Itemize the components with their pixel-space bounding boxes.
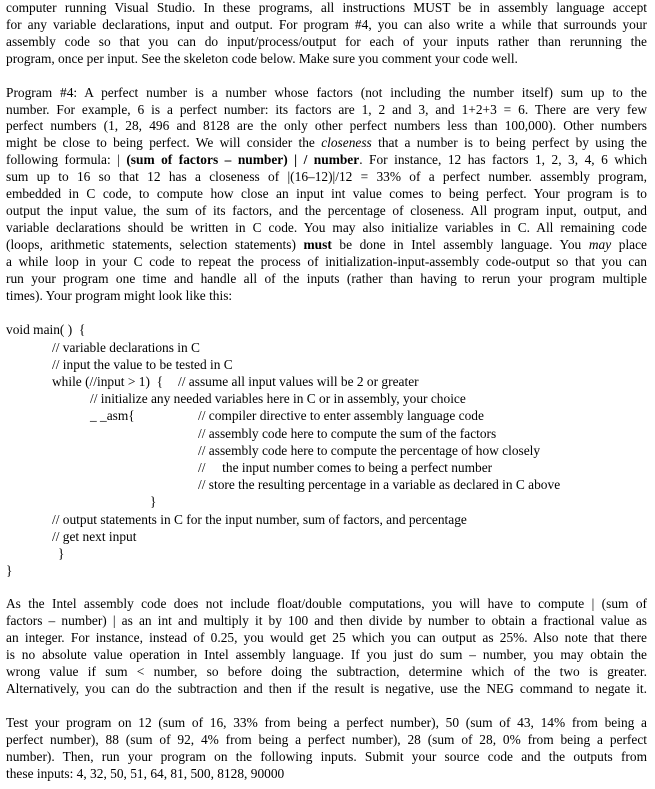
code-line: // store the resulting percentage in a variable as declared in C above [198, 477, 561, 493]
text-line: factors – number) | as an int and multiply it by 100 and then divide by number to obtain a fractional value as [6, 613, 647, 629]
text-line: run your program one time and handle all of the inputs (rather than having to rerun your program multiple [6, 270, 647, 286]
code-line: } [6, 563, 13, 579]
code-skeleton [6, 321, 647, 579]
code-line: // assembly code here to compute the sum of the factors [198, 425, 497, 441]
code-line: } [150, 494, 157, 510]
text-line: Program #4: A perfect number is a number whose factors (not including the number itself) sum up to the [6, 84, 647, 100]
text-line: for any variable declarations, input and output. For program #4, you can also write a while that surrounds your [6, 16, 647, 32]
text-line: following formula: | (sum of factors – number) | / number. For instance, 12 has factors 1, 2, 3, 4, 6 which [6, 152, 648, 168]
text-line: a while loop in your C code to repeat the process of initialization-input-assembly code-output so that you can [6, 253, 647, 269]
code-line: // initialize any needed variables here in C or in assembly, your choice [90, 391, 466, 407]
code-line: while (//input > 1) { // assume all input values will be 2 or greater [52, 374, 419, 390]
intro-paragraph [6, 0, 647, 68]
text-line: As the Intel assembly code does not include float/double computations, you will have to compute | (sum of [6, 596, 647, 612]
text-line: wrong value if sum < number, so before doing the subtraction, determine which of the two is greater. [6, 664, 647, 680]
emphasis-closeness: closeness [321, 135, 372, 151]
text-line: output the input value, the sum of its factors, and the percentage of closeness. All program input, output, and [6, 202, 647, 218]
text-line: times). Your program might look like this: [6, 287, 233, 303]
text-line: perfect number), 88 (sum of 92, 4% from being a perfect number), 28 (sum of 28, 0% from being a perfect [6, 731, 647, 747]
text-line: variable declarations should be written in C code. You may also initialize variables in C. All remaining code [6, 219, 647, 235]
text-line: these inputs: 4, 32, 50, 51, 64, 81, 500, 8128, 90000 [6, 765, 285, 781]
code-line: void main( ) { [6, 322, 86, 338]
text-line: an integer. For instance, instead of 0.25, you would get 25 which you can output as 25%. Also note that there [6, 630, 647, 646]
text-line: program, once per input. See the skeleton code below. Make sure you comment your code well. [6, 50, 518, 66]
formula: (sum of factors – number) | / number [126, 152, 360, 168]
assembly-note-paragraph [6, 596, 647, 697]
code-line: } [58, 546, 65, 562]
emphasis-must: must [303, 236, 332, 252]
code-line: // input the value to be tested in C [52, 356, 233, 372]
code-line: // output statements in C for the input number, sum of factors, and percentage [52, 511, 467, 527]
text-line: Test your program on 12 (sum of 16, 33% from being a perfect number), 50 (sum of 43, 14% from being a [6, 714, 647, 730]
text-line: number. For example, 6 is a perfect number: its factors are 1, 2 and 3, and 1+2+3 = 6. There are very few [6, 101, 647, 117]
test-note-paragraph [6, 715, 647, 783]
text-line: sum up to 16 so that 12 has a closeness of |(16–12)|/12 = 33% of a perfect number. assembly program, [6, 169, 647, 185]
text-line: (loops, arithmetic statements, selection statements) must be done in Intel assembly language. You may place [6, 236, 647, 252]
text-line: Alternatively, you can do the subtraction and then if the result is negative, use the NEG command to negate it. [6, 680, 647, 696]
program4-paragraph [6, 85, 647, 305]
code-line: // variable declarations in C [52, 339, 200, 355]
text-line: computer running Visual Studio. In these programs, all instructions MUST be in assembly language accept [6, 0, 647, 15]
code-line: // assembly code here to compute the percentage of how closely [198, 442, 541, 458]
text-line: embedded in C code, to compute how close an input int value comes to being perfect. Your program is to [6, 186, 647, 202]
code-line: // the input number comes to being a perfect number [198, 460, 493, 476]
text-line: perfect numbers (1, 28, 496 and 8128 are the only other perfect numbers less than 100,000). Other numbers [6, 118, 647, 134]
code-line: // get next input [52, 528, 137, 544]
emphasis-may: may [588, 236, 612, 252]
code-line: _ _asm{ // compiler directive to enter assembly language code [90, 408, 484, 424]
text-line: might be close to being perfect. We will consider the closeness that a number is to being perfect by using the [6, 135, 648, 151]
text-line: assembly code so that you can do input/process/output for each of your inputs rather than rerunning the [6, 33, 647, 49]
text-line: number). Then, run your program on the following inputs. Submit your source code and the outputs from [6, 748, 647, 764]
text-line: is no absolute value operation in Intel assembly language. If you just do sum – number, you may obtain the [6, 647, 647, 663]
